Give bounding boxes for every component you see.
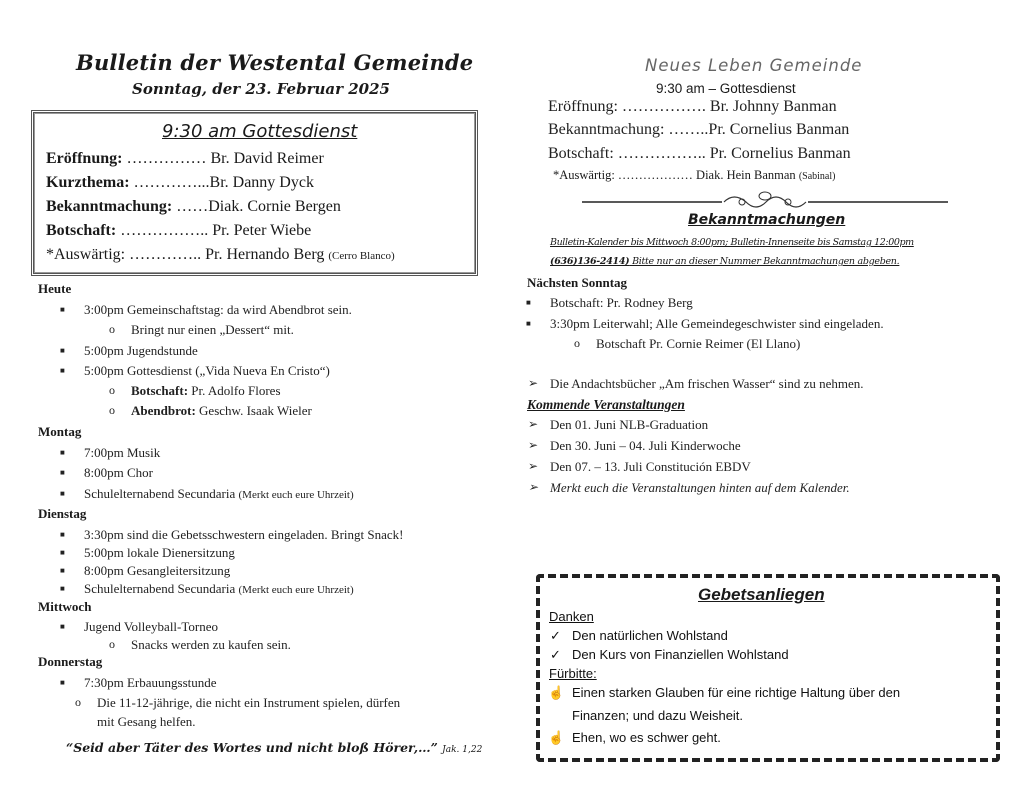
list-item: ➢ Den 01. Juni NLB-Graduation [550,417,708,433]
announcements-heading: Bekanntmachungen [688,212,846,228]
service-heading: 9:30 am Gottesdienst [162,121,358,142]
list-item: ■ 3:30pm sind die Gebetsschwestern eingeladen. Bringt Snack! [84,527,404,543]
naechsten-sonntag: Nächsten Sonntag [527,275,628,290]
list-item: ■ 5:00pm lokale Dienersitzung [84,545,235,561]
prayer-heading: Gebetsanliegen [698,585,825,604]
day-dienstag: Dienstag [38,506,87,521]
list-item: ■ 7:30pm Erbauungsstunde [84,675,217,691]
ornament-divider [582,188,948,214]
announcements-note: Bulletin-Kalender bis Mittwoch 8:00pm; Bulletin-Innenseite bis Samstag 12:00pm [550,237,914,248]
danken-label: Danken [549,609,594,624]
list-item: ■ Jugend Volleyball-Torneo [84,619,218,635]
service-row-auswaertig: *Auswärtig: ………….. Pr. Hernando Berg (Cerro Blanco) [46,246,395,263]
right-row-bekanntmachung: Bekanntmachung: ……..Pr. Cornelius Banman [548,121,850,138]
list-item: ✓ Den Kurs von Finanziellen Wohlstand [572,647,789,662]
list-item: mit Gesang helfen. [97,714,196,729]
right-service-time: 9:30 am – Gottesdienst [656,81,796,96]
day-mittwoch: Mittwoch [38,599,92,614]
list-item: ☝ Ehen, wo es schwer geht. [572,730,721,745]
announcements-phone-note: (636)136-2414) Bitte nur an dieser Nummer Bekanntmachungen abgeben. [550,256,900,267]
right-row-auswaertig: *Auswärtig: ……………… Diak. Hein Banman (Sabinal) [553,168,836,182]
list-item: ➢ Den 30. Juni – 04. Juli Kinderwoche [550,438,741,454]
list-item: ➢ Die Andachtsbücher „Am frischen Wasser“ sind zu nehmen. [550,376,864,392]
list-item: o Botschaft: Pr. Adolfo Flores [131,383,281,399]
right-title: Neues Leben Gemeinde [645,56,863,75]
list-item: ■ 3:30pm Leiterwahl; Alle Gemeindegeschwister sind eingeladen. [550,316,884,332]
right-row-botschaft: Botschaft: …………….. Pr. Cornelius Banman [548,145,851,162]
list-item: o Snacks werden zu kaufen sein. [131,637,291,653]
service-row-botschaft: Botschaft: …………….. Pr. Peter Wiebe [46,222,312,239]
day-donnerstag: Donnerstag [38,654,103,669]
kommende-heading: Kommende Veranstaltungen [527,397,685,412]
right-row-eroeffnung: Eröffnung: ……………. Br. Johnny Banman [548,98,837,115]
list-item: ■ Schulelternabend Secundaria (Merkt euch eure Uhrzeit) [84,486,354,502]
list-item: Finanzen; und dazu Weisheit. [572,708,744,723]
list-item: o Botschaft Pr. Cornie Reimer (El Llano) [596,336,800,352]
day-montag: Montag [38,424,82,439]
fuerbitte-label: Fürbitte: [549,666,597,681]
list-item: ✓ Den natürlichen Wohlstand [572,628,728,643]
list-item: ■ 8:00pm Chor [84,465,153,481]
list-item: ■ Botschaft: Pr. Rodney Berg [550,295,693,311]
service-row-bekanntmachung: Bekanntmachung: ……Diak. Cornie Bergen [46,198,341,215]
bulletin-title: Bulletin der Westental Gemeinde [76,50,474,75]
list-item: ➢ Den 07. – 13. Juli Constitución EBDV [550,459,751,475]
service-row-eroeffnung: Eröffnung: …………… Br. David Reimer [46,150,324,167]
list-item: o Abendbrot: Geschw. Isaak Wieler [131,403,312,419]
bible-quote: “Seid aber Täter des Wortes und nicht bloß Hörer,…” Jak. 1,22 [66,740,483,755]
list-item: ■ Schulelternabend Secundaria (Merkt euch eure Uhrzeit) [84,581,354,597]
bulletin-date: Sonntag, der 23. Februar 2025 [132,80,390,98]
list-item: ■ 8:00pm Gesangleitersitzung [84,563,230,579]
list-item: ■ 5:00pm Gottesdienst („Vida Nueva En Cristo“) [84,363,330,379]
list-item: ➢ Merkt euch die Veranstaltungen hinten auf dem Kalender. [550,480,850,496]
list-item: ■ 7:00pm Musik [84,445,160,461]
list-item: ■ 5:00pm Jugendstunde [84,343,198,359]
day-heute: Heute [38,281,72,296]
list-item: ■ 3:00pm Gemeinschaftstag: da wird Abendbrot sein. [84,302,352,318]
list-item: o Bringt nur einen „Dessert“ mit. [131,322,294,338]
service-row-kurzthema: Kurzthema: …………...Br. Danny Dyck [46,174,314,191]
list-item: ☝ Einen starken Glauben für eine richtige Haltung über den [572,685,900,700]
list-item: o Die 11-12-jährige, die nicht ein Instrument spielen, dürfen [97,695,400,711]
